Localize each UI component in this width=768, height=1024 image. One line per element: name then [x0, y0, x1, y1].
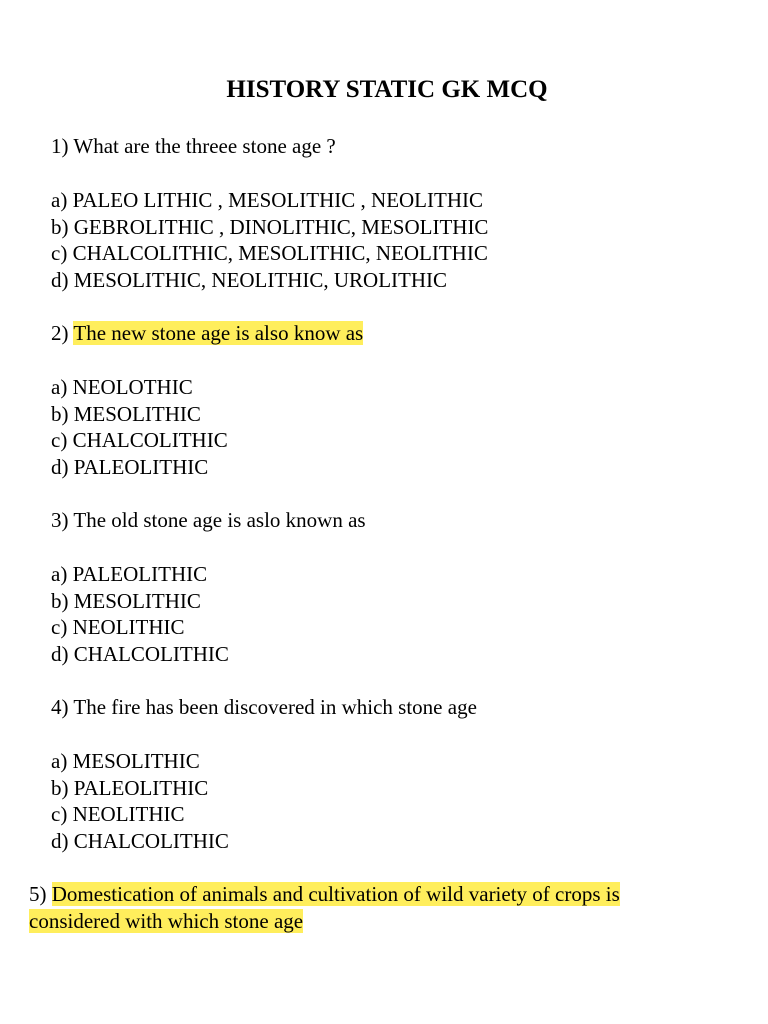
question-number: 3): [51, 508, 69, 532]
option-d: d) PALEOLITHIC: [51, 455, 209, 479]
option-a: a) MESOLITHIC: [51, 749, 200, 773]
question-text: The old stone age is aslo known as: [73, 508, 366, 532]
page-title: HISTORY STATIC GK MCQ: [226, 76, 548, 103]
option-d: d) MESOLITHIC, NEOLITHIC, UROLITHIC: [51, 268, 448, 292]
option-b: b) GEBROLITHIC , DINOLITHIC, MESOLITHIC: [51, 215, 489, 239]
option-c: c) CHALCOLITHIC: [51, 428, 228, 452]
option-b: b) MESOLITHIC: [51, 402, 201, 426]
option-b: b) PALEOLITHIC: [51, 776, 209, 800]
question-text-highlighted: The new stone age is also know as: [73, 321, 364, 345]
option-a: a) NEOLOTHIC: [51, 375, 193, 399]
question-3: [51, 507, 366, 534]
option-d: d) CHALCOLITHIC: [51, 829, 229, 853]
option-d: d) CHALCOLITHIC: [51, 642, 229, 666]
question-number: 2): [51, 321, 69, 345]
question-number: 4): [51, 695, 69, 719]
option-c: c) NEOLITHIC: [51, 615, 185, 639]
question-text: The fire has been discovered in which stone age: [73, 695, 477, 719]
question-text-highlighted: Domestication of animals and cultivation of wild variety of crops is: [51, 882, 620, 906]
question-text-highlighted: considered with which stone age: [29, 909, 304, 933]
option-a: a) PALEOLITHIC: [51, 562, 208, 586]
question-number: 5): [29, 882, 47, 906]
option-b: b) MESOLITHIC: [51, 589, 201, 613]
option-a: a) PALEO LITHIC , MESOLITHIC , NEOLITHIC: [51, 188, 483, 212]
question-number: 1): [51, 134, 69, 158]
question-2: [51, 320, 363, 347]
question-text: What are the threee stone age ?: [73, 134, 336, 158]
question-1: [51, 133, 336, 160]
question-5-continued: [29, 908, 303, 935]
question-4: [51, 694, 477, 721]
question-5: [29, 881, 620, 908]
option-c: c) CHALCOLITHIC, MESOLITHIC, NEOLITHIC: [51, 241, 488, 265]
option-c: c) NEOLITHIC: [51, 802, 185, 826]
